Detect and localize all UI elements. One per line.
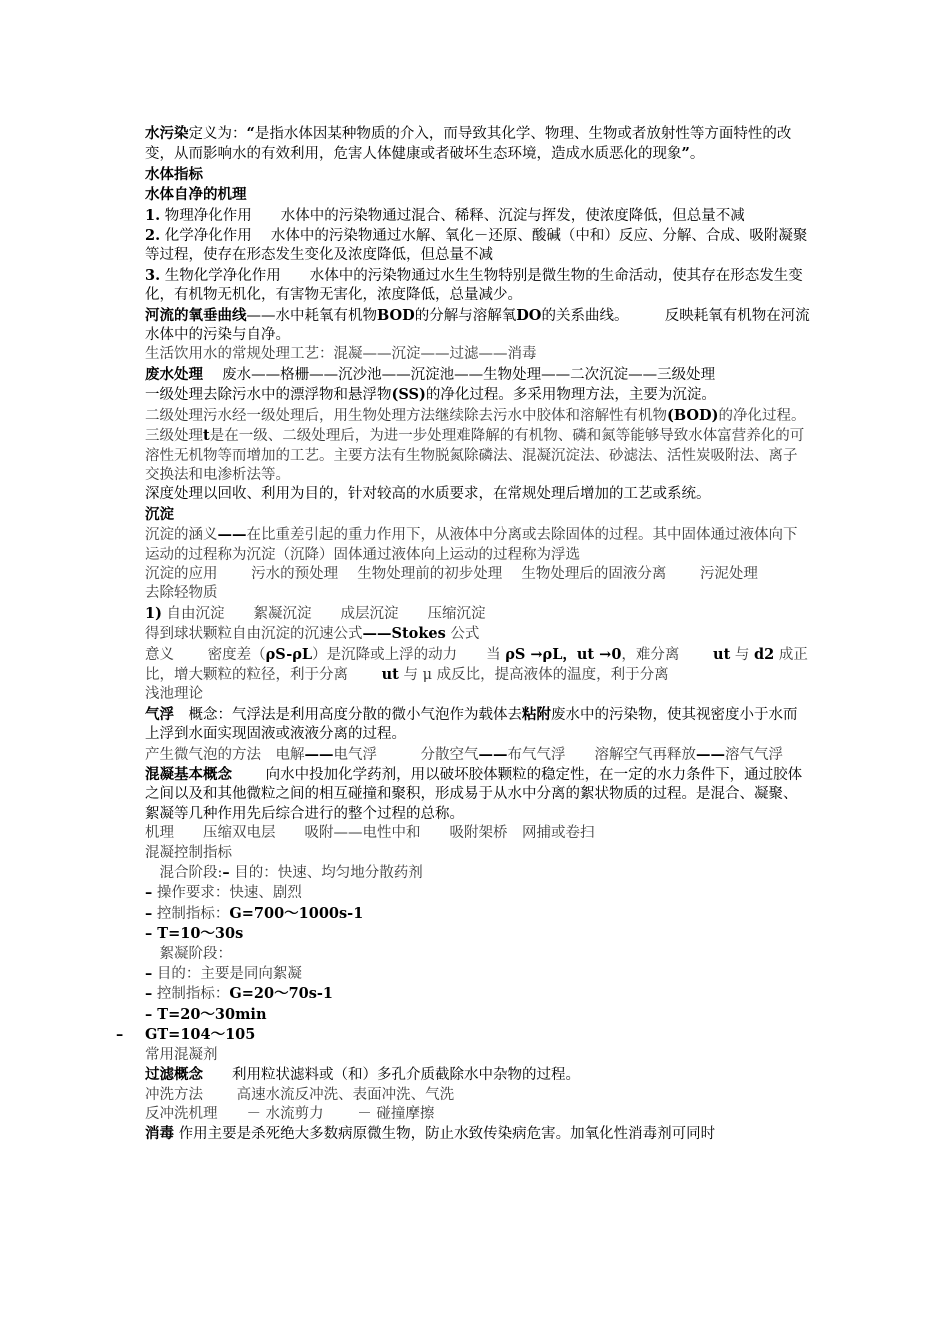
term-water-pollution: 水污染: [145, 125, 189, 142]
formula: GT=104～105: [145, 1026, 256, 1044]
paragraph-secondary-treatment: [145, 406, 810, 426]
dash: –: [145, 904, 153, 922]
formula: ρS-ρL: [265, 645, 313, 663]
item-number: 1.: [145, 206, 161, 224]
paragraph-significance: [145, 645, 810, 686]
paragraph-sedimentation-application: 沉淀的应用 污水的预处理 生物处理前的初步处理 生物处理后的固液分离 污泥处理 去除轻物质: [145, 565, 802, 602]
paragraph-common-coagulants: 常用混凝剂: [145, 1046, 218, 1063]
open-quote: “: [246, 125, 255, 142]
heading-self-purification: [145, 185, 810, 205]
paragraph-biochemical-purification: [145, 266, 810, 306]
term-adhere: 粘附: [522, 705, 551, 723]
paragraph-backwash-mechanism: 反冲洗机理 － 水流剪力 － 碰撞摩擦: [145, 1105, 435, 1122]
text: 的净化过程。多采用物理方法，主要为沉淀。: [425, 387, 716, 404]
formula: ρS →ρL，ut →0: [505, 645, 622, 663]
text: 二级处理污水经一级处理后，用生物处理方法继续除去污水中胶体和溶解性有机物: [145, 407, 667, 424]
text: 利用粒状滤料或（和）多孔介质截除水中杂物的过程。: [203, 1067, 580, 1084]
formula: – T=10～30s: [145, 925, 244, 943]
heading-text: 水体指标: [145, 165, 203, 183]
paragraph-coagulation-control: 混凝控制指标: [145, 844, 232, 861]
text: 控制指标：: [152, 986, 230, 1003]
term-stokes: ——Stokes: [362, 625, 446, 643]
paragraph-backwash-methods: 冲洗方法 高速水流反冲洗、表面冲洗、气洗: [145, 1086, 455, 1103]
list-item: [145, 883, 810, 903]
paragraph-shallow-tank-theory: 浅池理论: [145, 686, 203, 703]
text: 定义为：: [188, 126, 247, 142]
heading-water-indicators: [145, 165, 810, 185]
text: ）是沉降或上浮的动力 当: [312, 646, 506, 663]
text: 布气气浮 溶解空气再释放: [507, 746, 696, 763]
dash: –: [145, 884, 153, 902]
text: 溶气气浮: [725, 746, 783, 763]
paragraph-tertiary-treatment: [145, 426, 810, 485]
paragraph-mixing-stage: [145, 863, 810, 883]
list-item: [145, 1005, 810, 1025]
list-item: [145, 924, 810, 944]
text: 沉淀的涵义: [145, 527, 218, 544]
text: 控制指标：: [152, 905, 230, 922]
list-item: [145, 984, 810, 1004]
text: 电气浮 分散空气: [333, 746, 479, 763]
text: 与: [730, 646, 754, 663]
close-quote: ”: [681, 145, 690, 163]
formula: G=700～1000s-1: [229, 904, 364, 922]
term-do: DO: [516, 306, 542, 324]
text: 产生微气泡的方法 电解: [145, 746, 305, 763]
formula: – T=20～30min: [145, 1005, 267, 1023]
paragraph-mechanism: 机理 压缩双电层 吸附——电性中和 吸附架桥 网捕或卷扫: [145, 825, 595, 842]
paragraph-water-pollution-definition: [145, 124, 810, 165]
term-bod: BOD: [377, 306, 415, 324]
text: 。: [689, 146, 705, 163]
paragraph-oxygen-sag-curve: [145, 306, 810, 346]
item-number: 3.: [145, 266, 161, 284]
text: 向水中投加化学药剂，用以破坏胶体颗粒的稳定性，在一定的水力条件下，通过胶体之间以及和其他微粒之间的相互碰撞和聚积，形成易于从水中分离的絮状物质的过程。是混合、凝聚、絮凝等几种作用先后综合进行的整个过程的总称。: [145, 767, 803, 822]
dash: –: [145, 985, 153, 1003]
dash: ——: [696, 745, 725, 763]
dash: –: [145, 965, 153, 983]
text: 作用主要是杀死绝大多数病原微生物，防止水致传染病危害。加氧化性消毒剂可同时: [174, 1126, 716, 1143]
text: 公式: [445, 626, 480, 643]
paragraph-sedimentation-meaning: [145, 525, 810, 565]
term-coagulation: 混凝基本概念: [145, 766, 232, 783]
paragraph-drinking-water-process: 生活饮用水的常规处理工艺：混凝——沉淀——过滤——消毒: [145, 346, 537, 363]
heading-text: 水体自净的机理: [145, 186, 247, 204]
text: 的分解与溶解氧: [414, 307, 517, 324]
paragraph-primary-treatment: [145, 385, 810, 405]
formula: ut: [381, 665, 399, 683]
text: 化学净化作用 水体中的污染物通过水解、氧化－还原、酸碱（中和）反应、分解、合成、吸附凝聚等过程，使存在形态发生变化及浓度降低，但总量不减: [145, 228, 808, 264]
text: ——水中耗氧有机物: [246, 307, 377, 324]
paragraph-coagulation-concept: [145, 765, 810, 824]
text: 与 μ 成反比，提高液体的温度，利于分离: [398, 666, 669, 683]
text: 是在一级、二级处理后，为进一步处理难降解的有机物、磷和氮等能够导致水体富营养化的可溶性无机物等而增加的工艺。主要方法有生物脱氮除磷法、混凝沉淀法、砂滤法、活性炭吸附法、离子交换法和电渗析法等。: [145, 428, 805, 483]
paragraph-microbubble-methods: [145, 745, 810, 765]
text: 物理净化作用 水体中的污染物通过混合、稀释、沉淀与挥发，使浓度降低，但总量不减: [160, 207, 745, 224]
item-number: 1): [145, 604, 162, 622]
item-number: 2.: [145, 227, 161, 245]
dash: ——: [304, 745, 334, 763]
text: 自由沉淀 絮凝沉淀 成层沉淀 压缩沉淀: [161, 605, 486, 622]
paragraph-stokes-formula: [145, 624, 810, 644]
dash: ——: [217, 526, 247, 544]
text: 的净化过程。: [718, 407, 806, 424]
text: 概念：气浮法是利用高度分散的微小气泡作为载体去: [174, 706, 522, 723]
paragraph-chemical-purification: [145, 226, 810, 266]
term-t: t: [203, 427, 210, 445]
term-bod: (BOD): [667, 406, 719, 424]
text: 意义 密度差（: [145, 646, 266, 663]
text: 废水——格栅——沉沙池——沉淀池——生物处理——二次沉淀——三级处理: [203, 366, 716, 383]
document-body: [116, 124, 810, 1145]
text: 一级处理去除污水中的漂浮物和悬浮物: [145, 387, 392, 404]
paragraph-filtration-concept: [145, 1065, 810, 1085]
text: 是指水体因某种物质的介入，而导致其化学、物理、生物或者放射性等方面特性的改变，从而影响水的有效利用，危害人体健康或者破坏生态环境，造成水质恶化的现象: [145, 126, 792, 163]
list-item: [145, 904, 810, 924]
heading-sedimentation: [145, 505, 810, 525]
paragraph-disinfection: [145, 1124, 810, 1144]
paragraph-flocculation-stage: 絮凝阶段：: [145, 945, 232, 962]
text: 在比重差引起的重力作用下，从液体中分离或去除固体的过程。其中固体通过液体向下运动的过程称为沉淀（沉降）固体通过液体向上运动的过程称为浮选: [145, 527, 798, 563]
text: 目的：主要是同向絮凝: [152, 966, 302, 983]
term-flotation: 气浮: [145, 705, 174, 723]
dash: –: [222, 864, 230, 882]
text: ，难分离: [621, 646, 714, 663]
list-item-gt: [116, 1025, 810, 1045]
formula: d2: [754, 645, 775, 663]
term-wastewater-treatment: 废水处理: [145, 365, 203, 383]
term-disinfection: 消毒: [145, 1125, 174, 1143]
text: 混合阶段:: [145, 865, 223, 882]
outdented-dash: –: [116, 1026, 124, 1044]
text: 三级处理: [145, 428, 203, 445]
text: 生物化学净化作用 水体中的污染物通过水生生物特别是微生物的生命活动，使其存在形态发生变化，有机物无机化，有害物无害化，浓度降低，总量减少。: [145, 267, 803, 304]
paragraph-sedimentation-types: [145, 604, 810, 624]
term-ss: (SS): [391, 386, 426, 404]
paragraph-flotation: [145, 705, 810, 745]
paragraph-advanced-treatment: 深度处理以回收、利用为目的，针对较高的水质要求，在常规处理后增加的工艺或系统。: [145, 486, 711, 503]
formula: G=20～70s-1: [229, 985, 334, 1003]
term-filtration: 过滤概念: [145, 1066, 203, 1084]
text: 成正比，增大颗粒的粒径，利于分离: [145, 646, 808, 683]
text: 目的：快速、均匀地分散药剂: [229, 865, 423, 882]
dash: ——: [478, 745, 508, 763]
text: 得到球状颗粒自由沉淀的沉速公式: [145, 626, 363, 643]
term-oxygen-sag-curve: 河流的氧垂曲线: [145, 306, 247, 324]
text: 操作要求：快速、剧烈: [152, 885, 302, 902]
formula: ut: [713, 645, 731, 663]
text: 废水中的污染物，使其视密度小于水而上浮到水面实现固液或液液分离的过程。: [145, 706, 798, 743]
list-item: [145, 964, 810, 984]
paragraph-wastewater-treatment: [145, 365, 810, 385]
paragraph-physical-purification: [145, 206, 810, 226]
text: 的关系曲线。 反映耗氧有机物在河流水体中的污染与自净。: [145, 307, 810, 344]
heading-text: 沉淀: [145, 505, 174, 523]
